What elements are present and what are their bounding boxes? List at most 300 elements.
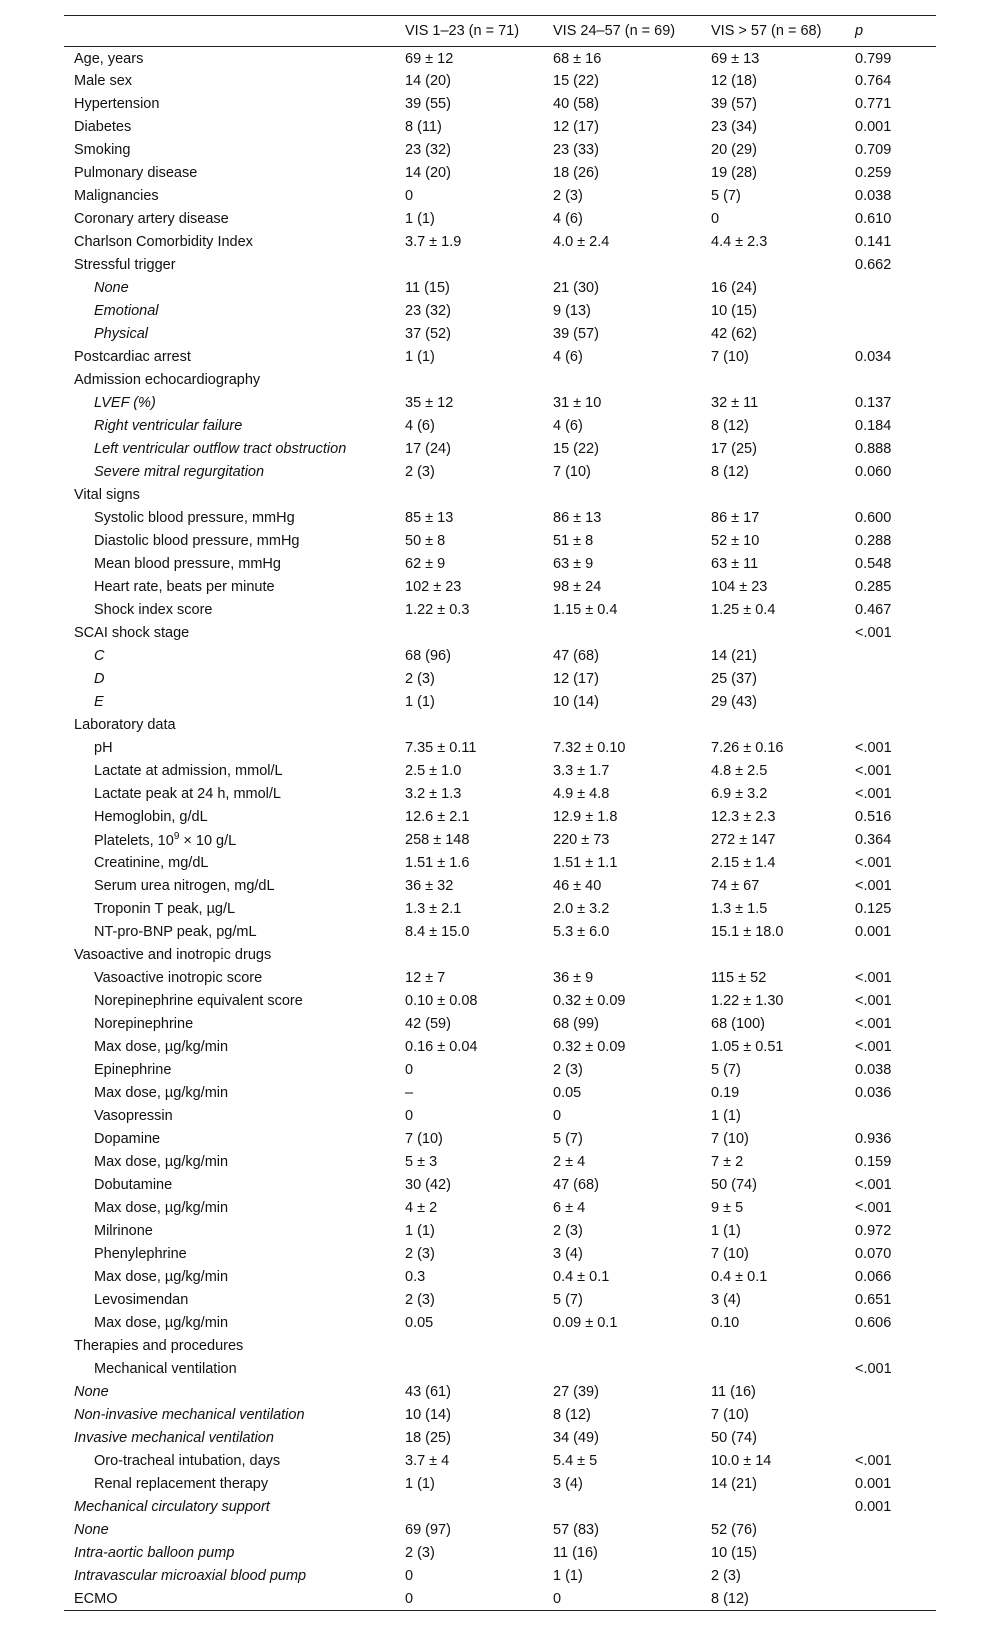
cell-v3: 1 (1) [711,1223,741,1239]
cell-v2: 0 [553,1108,562,1124]
cell-v2: 1.51 ± 1.1 [553,855,618,871]
table-row [64,576,936,599]
cell-v1: 1 (1) [405,1223,435,1239]
cell-p-value [855,1381,936,1404]
cell-v1: 7.35 ± 0.11 [405,740,477,756]
cell-v3: 63 ± 11 [711,556,759,572]
cell-v2: 7.32 ± 0.10 [553,740,626,756]
cell-p-value: 0.001 [855,119,892,135]
row-label-text: Mechanical circulatory support [74,1499,270,1515]
row-label [64,1197,405,1220]
row-label [64,484,405,507]
table-row [64,1588,936,1611]
row-label-text: Levosimendan [94,1292,189,1308]
cell-p-value: <.001 [855,1039,892,1055]
row-label [64,1519,405,1542]
cell-v2: 98 ± 24 [553,579,602,595]
cell-v1: 3.7 ± 4 [405,1453,450,1469]
cell-v1: 1.3 ± 2.1 [405,901,462,917]
cell-v2: 2 (3) [553,188,583,204]
row-label [64,1542,405,1565]
cell-v1: 39 (55) [405,96,451,112]
row-label [64,576,405,599]
cell-v1: 0.05 [405,1315,434,1331]
cell-p-value: 0.066 [855,1269,892,1285]
table-row [64,93,936,116]
cell-v2: 4.9 ± 4.8 [553,786,610,802]
row-label-text: Charlson Comorbidity Index [74,234,253,250]
cell-v1: 1.22 ± 0.3 [405,602,470,618]
cell-v1: 23 (32) [405,142,451,158]
cell-v1: 1 (1) [405,211,435,227]
header-vis-low: VIS 1–23 (n = 71) [405,16,553,47]
cell-v3: 8 (12) [711,1588,855,1611]
cell-v3: 50 (74) [711,1430,757,1446]
cell-v1: 5 ± 3 [405,1154,438,1170]
cell-v3: 8 (12) [711,418,749,434]
table-row [64,1266,936,1289]
cell-p-value: 0.651 [855,1292,892,1308]
table-row [64,645,936,668]
row-label-text: Intra-aortic balloon pump [74,1545,235,1561]
row-label-text: Age, years [74,51,144,68]
table-row [64,1565,936,1588]
cell-v3: 104 ± 23 [711,579,768,595]
table-row [64,1243,936,1266]
row-label-text: Intravascular microaxial blood pump [74,1568,307,1584]
cell-p-value: 0.662 [855,257,892,273]
cell-v3: 12.3 ± 2.3 [711,809,776,825]
cell-v3: 14 (21) [711,1476,757,1492]
cell-v2 [553,622,711,645]
row-label-text: Systolic blood pressure, mmHg [94,510,295,526]
cell-v3: 0.4 ± 0.1 [711,1269,768,1285]
cell-v2 [553,1496,711,1519]
table-row [64,1358,936,1381]
row-label-text: Pulmonary disease [74,165,198,181]
cell-v3: 7 (10) [711,349,749,365]
cell-v1: 14 (20) [405,165,451,181]
row-label [64,921,405,944]
row-label [64,967,405,990]
cell-p-value: 0.610 [855,211,892,227]
row-label [64,1565,405,1588]
row-label [64,254,405,277]
table-row [64,714,936,737]
table-row [64,323,936,346]
table-row [64,1128,936,1151]
row-label-text: pH [94,740,113,756]
cell-v1 [405,1335,553,1358]
cell-v3 [711,714,855,737]
cell-p-value: 0.070 [855,1246,892,1262]
row-label [64,461,405,484]
table-row [64,346,936,369]
row-label-text: D [94,671,105,687]
cell-p-value: <.001 [855,786,892,802]
cell-v1: 2 (3) [405,1246,435,1262]
cell-v1: 4 (6) [405,418,435,434]
row-label-text: Stressful trigger [74,257,176,273]
cell-v3 [711,622,855,645]
row-label-text: Vital signs [74,487,140,503]
cell-v1: 0.16 ± 0.04 [405,1039,478,1055]
row-label-text: LVEF (%) [94,395,156,411]
cell-v1: 10 (14) [405,1407,451,1423]
cell-v3 [711,1358,855,1381]
row-label-superscript: 9 [173,831,180,843]
cell-v2: 10 (14) [553,694,599,710]
table-row [64,1197,936,1220]
row-label [64,829,405,852]
row-label-text: Diastolic blood pressure, mmHg [94,533,300,549]
table-row [64,415,936,438]
row-label [64,1105,405,1128]
cell-v3: 25 (37) [711,671,757,687]
cell-v1: 35 ± 12 [405,395,454,411]
table-row [64,553,936,576]
cell-v2: 2 (3) [553,1223,583,1239]
cell-v2: 34 (49) [553,1430,599,1446]
cell-p-value: 0.001 [855,924,892,940]
header-p-value: p [855,16,936,47]
row-label [64,70,405,93]
row-label [64,507,405,530]
cell-v1: 3.2 ± 1.3 [405,786,462,802]
cell-v3: 32 ± 11 [711,395,759,411]
row-label [64,760,405,783]
row-label [64,277,405,300]
cell-v3: 2 (3) [711,1568,741,1584]
cell-p-value [855,944,936,967]
cell-v2: 15 (22) [553,441,599,457]
row-label [64,1243,405,1266]
cell-v3: 74 ± 67 [711,878,760,894]
row-label-text: ECMO [74,1590,118,1607]
table-row [64,1450,936,1473]
row-label-text: Therapies and procedures [74,1338,244,1354]
cell-p-value [855,1588,936,1611]
row-label-text: Physical [94,326,148,342]
header-vis-mid: VIS 24–57 (n = 69) [553,16,711,47]
cell-v1: 8 (11) [405,119,442,135]
cell-v1: 1 (1) [405,694,435,710]
table-row [64,921,936,944]
cell-v1 [405,369,553,392]
row-label [64,1404,405,1427]
table-row [64,1427,936,1450]
cell-v1: 0 [405,1588,553,1611]
header-variable [64,16,405,47]
cell-v2: 11 (16) [553,1545,598,1561]
cell-v2: 4.0 ± 2.4 [553,234,610,250]
cell-p-value: 0.364 [855,832,892,848]
cell-v3: 14 (21) [711,648,757,664]
table-row [64,1519,936,1542]
cell-p-value: <.001 [855,625,892,641]
cell-v2: 51 ± 8 [553,533,594,549]
cell-v3: 1 (1) [711,1108,741,1124]
row-label-text: None [74,1522,109,1538]
row-label-text: Max dose, µg/kg/min [94,1039,229,1055]
cell-v1: 258 ± 148 [405,832,470,848]
table-row [64,875,936,898]
row-label [64,369,405,392]
cell-v3: 272 ± 147 [711,832,776,848]
table-row [64,944,936,967]
table-row [64,461,936,484]
row-label [64,392,405,415]
cell-p-value: <.001 [855,1177,892,1193]
table-row [64,1105,936,1128]
header-vis-high: VIS > 57 (n = 68) [711,16,855,47]
table-row [64,484,936,507]
cell-p-value [855,300,936,323]
cell-v3: 1.22 ± 1.30 [711,993,784,1009]
cell-v1: 42 (59) [405,1016,451,1032]
cell-v3: 2.15 ± 1.4 [711,855,776,871]
row-label [64,1588,405,1611]
table-row [64,1335,936,1358]
cell-v3: 15.1 ± 18.0 [711,924,784,940]
cell-v1: 0 [405,188,414,204]
cell-v3 [711,254,855,277]
cell-v2: 5 (7) [553,1131,583,1147]
cell-v1: 30 (42) [405,1177,451,1193]
cell-v1: 14 (20) [405,73,451,89]
row-label-text: Male sex [74,73,133,89]
cell-v1: 85 ± 13 [405,510,454,526]
cell-v3: 10 (15) [711,303,757,319]
cell-v1: 23 (32) [405,303,451,319]
row-label-text: Malignancies [74,188,159,204]
row-label-text: Max dose, µg/kg/min [94,1085,229,1101]
cell-v2: 3 (4) [553,1476,583,1492]
cell-p-value [855,1105,936,1128]
table-row [64,1381,936,1404]
cell-p-value: 0.001 [855,1499,892,1515]
cell-v1: 62 ± 9 [405,556,446,572]
row-label-text: Heart rate, beats per minute [94,579,275,595]
cell-v2: 47 (68) [553,648,599,664]
cell-v3: 5 (7) [711,1062,741,1078]
cell-p-value: 0.038 [855,1062,892,1078]
cell-v3: 3 (4) [711,1292,741,1308]
table-row [64,1082,936,1105]
cell-v3 [711,369,855,392]
cell-p-value: 0.184 [855,418,892,434]
row-label-text: Max dose, µg/kg/min [94,1200,229,1216]
table-row [64,760,936,783]
cell-v1: 18 (25) [405,1430,451,1446]
row-label [64,1427,405,1450]
cell-v2: 4 (6) [553,349,583,365]
cell-v3: 39 (57) [711,96,757,112]
cell-v3: 42 (62) [711,326,757,342]
table-row [64,208,936,231]
row-label-text: Norepinephrine [94,1016,194,1032]
cell-p-value: 0.001 [855,1476,892,1492]
table-row [64,70,936,93]
cell-v3: 12 (18) [711,73,757,89]
row-label-text: Max dose, µg/kg/min [94,1154,229,1170]
row-label-text: None [74,1384,109,1400]
header-row [64,16,936,47]
row-label [64,737,405,760]
row-label-text: Non-invasive mechanical ventilation [74,1407,305,1423]
cell-v3: 4.8 ± 2.5 [711,763,768,779]
cell-p-value: 0.125 [855,901,892,917]
table-row [64,622,936,645]
row-label-text: Lactate at admission, mmol/L [94,763,283,779]
row-label [64,1174,405,1197]
table-row [64,668,936,691]
row-label [64,1335,405,1358]
table-container [64,15,936,1611]
row-label [64,1128,405,1151]
table-row [64,1473,936,1496]
cell-p-value: 0.799 [855,51,892,68]
row-label [64,139,405,162]
row-label [64,116,405,139]
cell-v3: 86 ± 17 [711,510,760,526]
row-label-text: Creatinine, mg/dL [94,855,209,871]
cell-v2: 23 (33) [553,142,599,158]
table-row [64,1542,936,1565]
row-label [64,185,405,208]
cell-v2: 68 ± 16 [553,51,602,68]
cell-p-value [855,484,936,507]
row-label [64,1220,405,1243]
cell-v2 [553,714,711,737]
cell-v1 [405,714,553,737]
row-label-text: Emotional [94,303,159,319]
cell-p-value: 0.709 [855,142,892,158]
cell-v1 [405,1496,553,1519]
cell-v1: 11 (15) [405,280,450,296]
row-label [64,645,405,668]
row-label [64,438,405,461]
cell-v1 [405,622,553,645]
cell-v2: 2 ± 4 [553,1154,586,1170]
cell-p-value [855,1565,936,1588]
cell-v3: 23 (34) [711,119,757,135]
cell-p-value [855,323,936,346]
cell-v2 [553,254,711,277]
cell-v2: 27 (39) [553,1384,599,1400]
cell-p-value: 0.036 [855,1085,892,1101]
cell-v2: 9 (13) [553,303,591,319]
cell-p-value [855,369,936,392]
table-row [64,1312,936,1335]
table-row [64,277,936,300]
cell-v2: 2 (3) [553,1062,583,1078]
row-label-text: Vasoactive inotropic score [94,970,263,986]
cell-v3: 4.4 ± 2.3 [711,234,768,250]
row-label-text: Postcardiac arrest [74,349,191,365]
row-label-suffix: × 10 g/L [179,832,237,849]
cell-v2: 2.0 ± 3.2 [553,901,610,917]
cell-p-value: 0.936 [855,1131,892,1147]
cell-v1: 2 (3) [405,464,435,480]
table-row [64,1013,936,1036]
table-row [64,691,936,714]
cell-v3: 69 ± 13 [711,51,760,68]
cell-v2: 12 (17) [553,119,599,135]
cell-p-value: <.001 [855,1200,892,1216]
cell-p-value: <.001 [855,1453,892,1469]
row-label-text: Vasoactive and inotropic drugs [74,947,272,963]
cell-v3 [711,944,855,967]
cell-v2: 0.4 ± 0.1 [553,1269,610,1285]
cell-v3: 7 (10) [711,1407,749,1423]
cell-v2: 0.05 [553,1085,582,1101]
cell-v3: 6.9 ± 3.2 [711,786,768,802]
cell-v2: 46 ± 40 [553,878,602,894]
table-row [64,47,936,70]
cell-v1: 0 [405,1568,414,1584]
cell-v1: 7 (10) [405,1131,443,1147]
cell-p-value: 0.516 [855,809,892,825]
row-label [64,990,405,1013]
row-label-text: Right ventricular failure [94,418,243,434]
cell-v2: 5.4 ± 5 [553,1453,598,1469]
row-label [64,1036,405,1059]
row-label-text: Coronary artery disease [74,211,229,227]
table-row [64,254,936,277]
cell-p-value: <.001 [855,1016,892,1032]
row-label-text: Dopamine [94,1131,161,1147]
table-row [64,990,936,1013]
cell-p-value: 0.888 [855,441,892,457]
table-row [64,806,936,829]
cell-v2: 1.15 ± 0.4 [553,602,618,618]
row-label [64,1151,405,1174]
cell-p-value: 0.159 [855,1154,892,1170]
cell-v1: 36 ± 32 [405,878,454,894]
cell-v2: 0 [553,1588,711,1611]
table-row [64,1151,936,1174]
cell-v1: 1 (1) [405,1476,435,1492]
cell-v2: 0.09 ± 0.1 [553,1315,618,1331]
cell-v1: 12.6 ± 2.1 [405,809,470,825]
row-label [64,852,405,875]
row-label-text: Hemoglobin, g/dL [94,809,208,825]
table-row [64,185,936,208]
row-label [64,300,405,323]
cell-v3 [711,484,855,507]
cell-v2: 0.32 ± 0.09 [553,993,626,1009]
cell-v2: 5.3 ± 6.0 [553,924,610,940]
cell-v2: 36 ± 9 [553,970,594,986]
cell-v3: 10.0 ± 14 [711,1453,772,1469]
table-row [64,1059,936,1082]
row-label [64,1496,405,1519]
table-row [64,1496,936,1519]
cell-p-value [855,645,936,668]
row-label-text: Norepinephrine equivalent score [94,993,303,1009]
cell-v2: 5 (7) [553,1292,583,1308]
row-label [64,783,405,806]
cell-p-value: 0.972 [855,1223,892,1239]
cell-v2 [553,944,711,967]
cell-v1: 0.10 ± 0.08 [405,993,478,1009]
cell-v1 [405,944,553,967]
row-label-text: Troponin T peak, µg/L [94,901,236,917]
cell-v3: 1.3 ± 1.5 [711,901,768,917]
cell-v1: 12 ± 7 [405,970,446,986]
cell-p-value: 0.606 [855,1315,892,1331]
